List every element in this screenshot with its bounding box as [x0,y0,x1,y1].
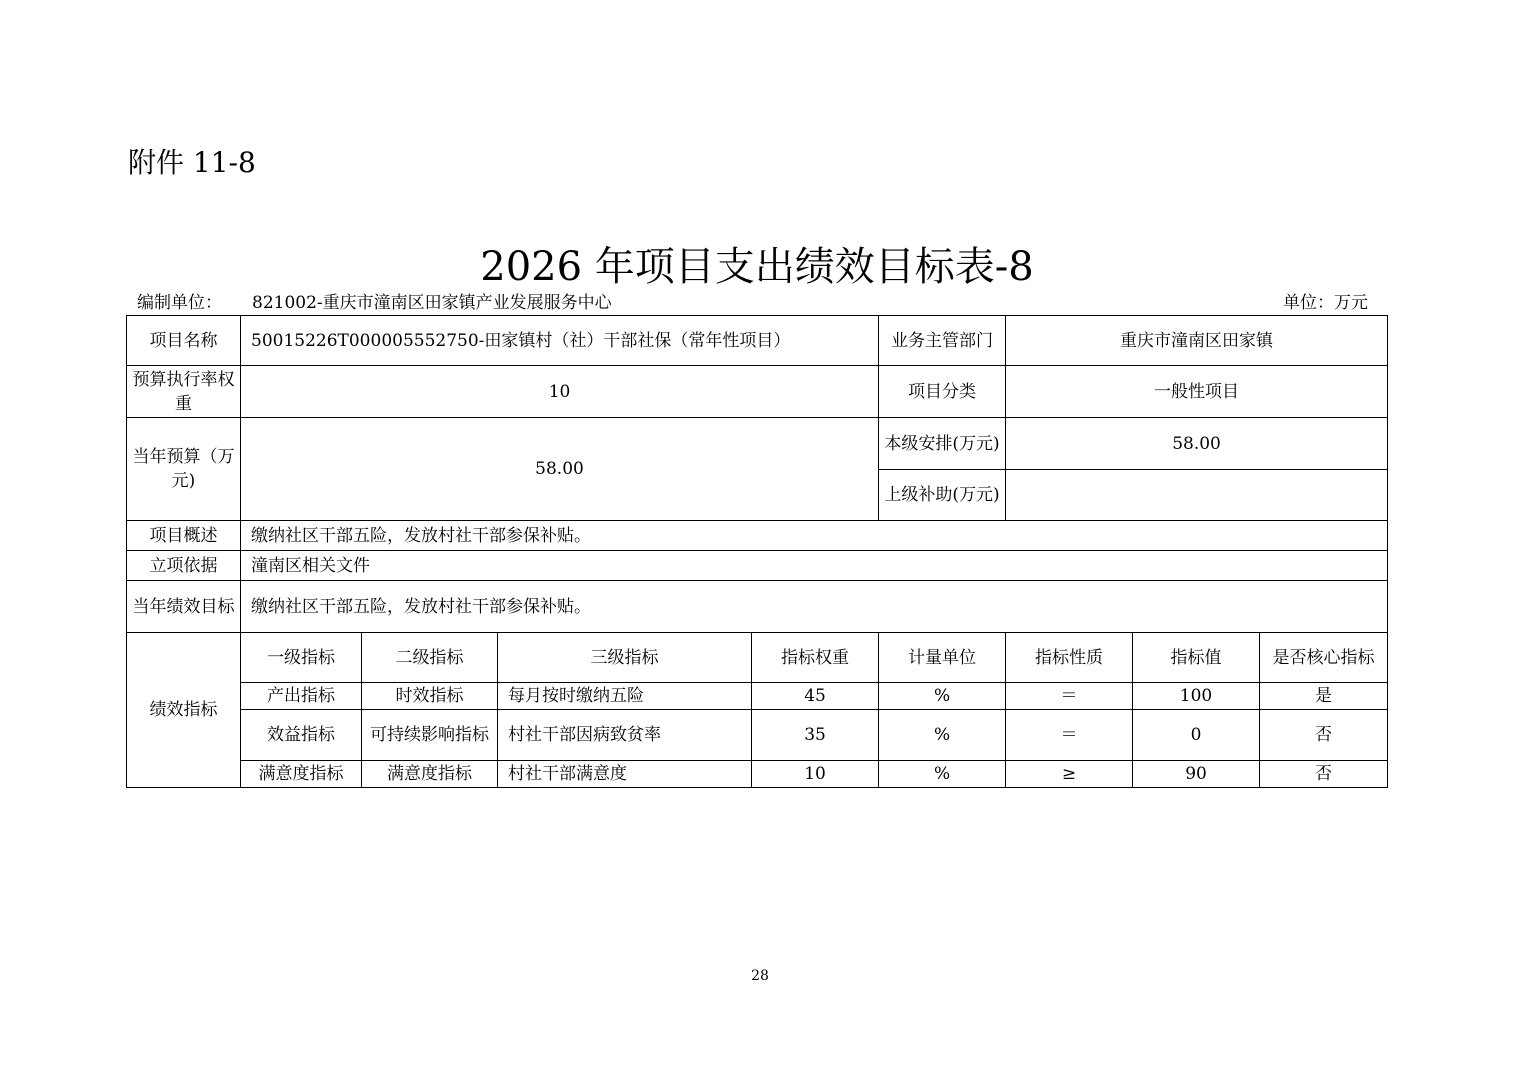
indicators-section-label: 绩效指标 [127,633,241,788]
indicator-header-cell: 一级指标 [241,633,362,683]
dept: 重庆市潼南区田家镇 [1006,316,1388,366]
category-value: 一般性项目 [1006,366,1388,418]
indicator-cell: 村社干部满意度 [498,761,752,788]
goal-row [127,581,1388,633]
project-name-row [127,316,1388,366]
budget-label: 当年预算（万元) [127,418,241,521]
indicator-cell: 村社干部因病致贫率 [498,710,752,761]
indicator-cell: % [879,710,1006,761]
indicator-header-cell: 指标性质 [1006,633,1133,683]
indicator-cell: 0 [1133,710,1260,761]
local-value: 58.00 [1006,418,1388,470]
overview-value: 缴纳社区干部五险，发放村社干部参保补贴。 [241,521,1388,551]
indicator-header-cell: 计量单位 [879,633,1006,683]
indicator-cell: 否 [1260,761,1388,788]
indicator-cell: % [879,761,1006,788]
money-unit: 单位：万元 [1283,293,1368,313]
indicator-cell: 满意度指标 [362,761,498,788]
indicator-header-cell: 三级指标 [498,633,752,683]
indicator-cell: ＝ [1006,683,1133,710]
page-number: 28 [751,968,769,984]
indicator-header-cell: 指标值 [1133,633,1260,683]
indicator-row [127,761,1388,788]
indicator-row [127,710,1388,761]
indicator-cell: 是 [1260,683,1388,710]
local-label: 本级安排(万元) [879,418,1006,470]
weight-label: 预算执行率权重 [127,366,241,418]
category-label: 项目分类 [879,366,1006,418]
basis-label: 立项依据 [127,551,241,581]
indicator-header-cell: 是否核心指标 [1260,633,1388,683]
attachment-number: 附件 11-8 [128,146,256,179]
basis-row [127,551,1388,581]
indicator-cell: ≥ [1006,761,1133,788]
weight-value: 10 [241,366,879,418]
indicator-cell: 35 [752,710,879,761]
dept-label: 业务主管部门 [879,316,1006,366]
indicator-cell: 45 [752,683,879,710]
indicator-cell: 每月按时缴纳五险 [498,683,752,710]
indicator-cell: 时效指标 [362,683,498,710]
indicator-cell: 满意度指标 [241,761,362,788]
indicator-cell: 否 [1260,710,1388,761]
indicator-cell: 效益指标 [241,710,362,761]
goal-value: 缴纳社区干部五险，发放村社干部参保补贴。 [241,581,1388,633]
budget-value: 58.00 [241,418,879,521]
org-name: 821002-重庆市潼南区田家镇产业发展服务中心 [252,293,612,313]
overview-row [127,521,1388,551]
indicator-cell: 可持续影响指标 [362,710,498,761]
page-title: 2026 年项目支出绩效目标表-8 [480,244,1034,290]
indicator-row [127,683,1388,710]
upper-label: 上级补助(万元) [879,470,1006,521]
upper-value [1006,470,1388,521]
indicator-cell: 100 [1133,683,1260,710]
performance-table [126,315,1388,788]
indicator-header-row [127,633,1388,683]
indicator-cell: 10 [752,761,879,788]
indicator-header-cell: 指标权重 [752,633,879,683]
project-name-label: 项目名称 [127,316,241,366]
org-label: 编制单位： [137,293,222,313]
indicator-cell: % [879,683,1006,710]
goal-label: 当年绩效目标 [127,581,241,633]
indicator-cell: 90 [1133,761,1260,788]
basis-value: 潼南区相关文件 [241,551,1388,581]
indicator-cell: ＝ [1006,710,1133,761]
indicator-cell: 产出指标 [241,683,362,710]
weight-row [127,366,1388,418]
indicator-header-cell: 二级指标 [362,633,498,683]
overview-label: 项目概述 [127,521,241,551]
project-name: 50015226T000005552750-田家镇村（社）干部社保（常年性项目） [241,316,879,366]
budget-row [127,418,1388,470]
